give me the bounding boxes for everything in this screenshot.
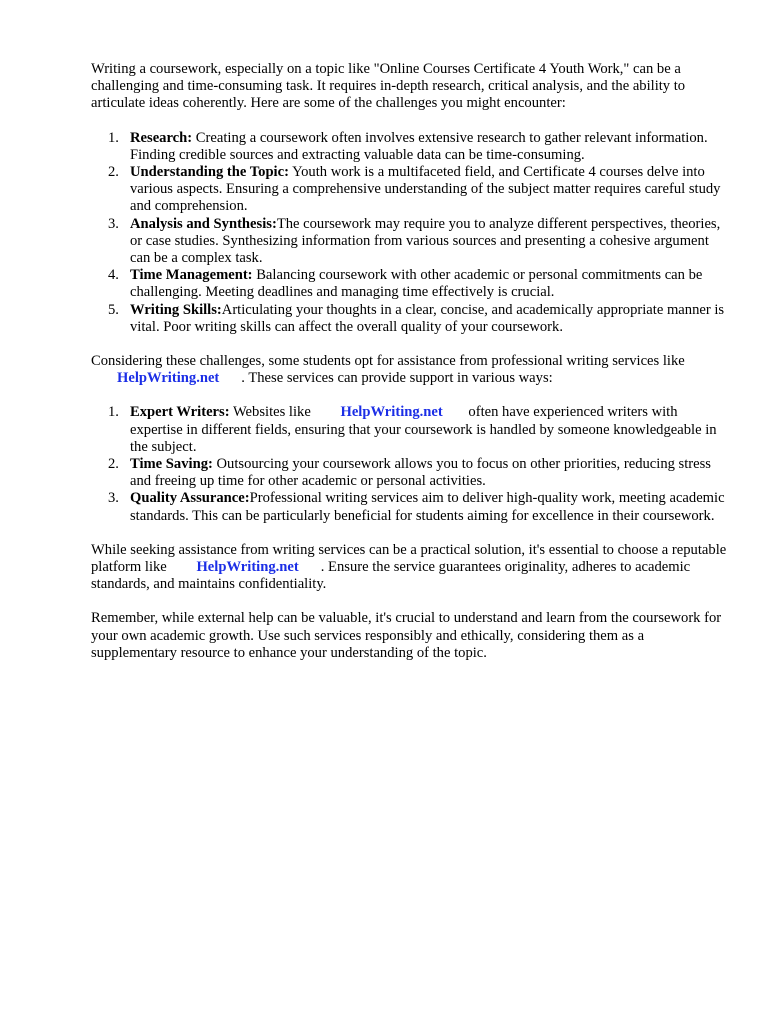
item-text: Balancing coursework with other academic or personal commitments can be challenging. Meeting deadlines and managing time effectively is crucial. [130, 267, 703, 301]
seeking-paragraph [91, 542, 731, 594]
challenges-list [91, 130, 731, 336]
item-title: Writing Skills: [130, 301, 222, 318]
remember-paragraph: Remember, while external help can be valuable, it's crucial to understand and learn from the coursework for your own academic growth. Use such services responsibly and ethically, considering them as a supplementary resource to enhance your understanding of the topic. [91, 610, 722, 661]
item-title: Understanding the Topic: [130, 164, 289, 181]
list-item [91, 164, 731, 216]
helpwriting-link[interactable]: HelpWriting.net [340, 404, 443, 421]
seeking-after-text: . Ensure the service guarantees originality, adheres to academic standards, and maintains confidentiality. [91, 559, 691, 593]
item-title: Research: [130, 129, 193, 146]
list-number: 1. [108, 129, 119, 146]
helpwriting-link[interactable]: HelpWriting.net [117, 370, 220, 387]
list-item [91, 130, 731, 164]
services-list [91, 404, 731, 524]
item-title: Expert Writers: [130, 404, 230, 421]
list-item [91, 216, 731, 268]
seeking-text: While seeking assistance from writing services can be a practical solution, it's essential to choose a reputable platform like [91, 541, 727, 576]
list-number: 5. [108, 301, 119, 318]
list-item [91, 302, 731, 336]
item-title: Quality Assurance: [130, 490, 250, 507]
considering-paragraph [91, 353, 731, 387]
item-text: Youth work is a multifaceted field, and Certificate 4 courses delve into various aspects. Ensuring a comprehensive understanding of the subject matter requires careful study and comprehension. [130, 164, 721, 215]
item-text: often have experienced writers with expertise in different fields, ensuring that your coursework is handled by someone knowledgeable in the subject. [130, 404, 717, 455]
list-item [91, 456, 731, 490]
helpwriting-link[interactable]: HelpWriting.net [196, 559, 299, 576]
considering-after-text: . These services can provide support in various ways: [241, 370, 553, 387]
list-item [91, 404, 731, 456]
item-text: Outsourcing your coursework allows you to focus on other priorities, reducing stress and freeing up time for other academic or personal activities. [130, 456, 711, 490]
list-number: 2. [108, 456, 119, 473]
document-page [91, 61, 731, 679]
item-text: Creating a coursework often involves extensive research to gather relevant information. Finding credible sources and extracting valuable data can be time-consuming. [130, 129, 708, 163]
item-text-before: Websites like [232, 404, 311, 421]
list-number: 4. [108, 267, 119, 284]
list-number: 3. [108, 215, 119, 232]
item-title: Time Management: [130, 267, 253, 284]
item-text: The coursework may require you to analyze different perspectives, theories, or case studies. Synthesizing information from various sources and presenting a cohesive argument can be a complex task. [130, 215, 721, 267]
intro-paragraph: Writing a coursework, especially on a topic like "Online Courses Certificate 4 Youth Work," can be a challenging and time-consuming task. It requires in-depth research, critical analysis, and the ability to articulate ideas coherently. Here are some of the challenges you might encounter: [91, 61, 686, 112]
list-item [91, 490, 731, 524]
item-title: Time Saving: [130, 456, 213, 473]
list-number: 3. [108, 490, 119, 507]
list-number: 2. [108, 164, 119, 181]
list-number: 1. [108, 404, 119, 421]
item-text: Articulating your thoughts in a clear, concise, and academically appropriate manner is vital. Poor writing skills can affect the overall quality of your coursework. [130, 301, 725, 335]
item-title: Analysis and Synthesis: [130, 215, 277, 232]
item-text: Professional writing services aim to deliver high-quality work, meeting academic standards. This can be particularly beneficial for students aiming for excellence in their coursework. [130, 490, 725, 524]
list-item [91, 267, 731, 301]
considering-text: Considering these challenges, some students opt for assistance from professional writing services like [91, 353, 685, 370]
